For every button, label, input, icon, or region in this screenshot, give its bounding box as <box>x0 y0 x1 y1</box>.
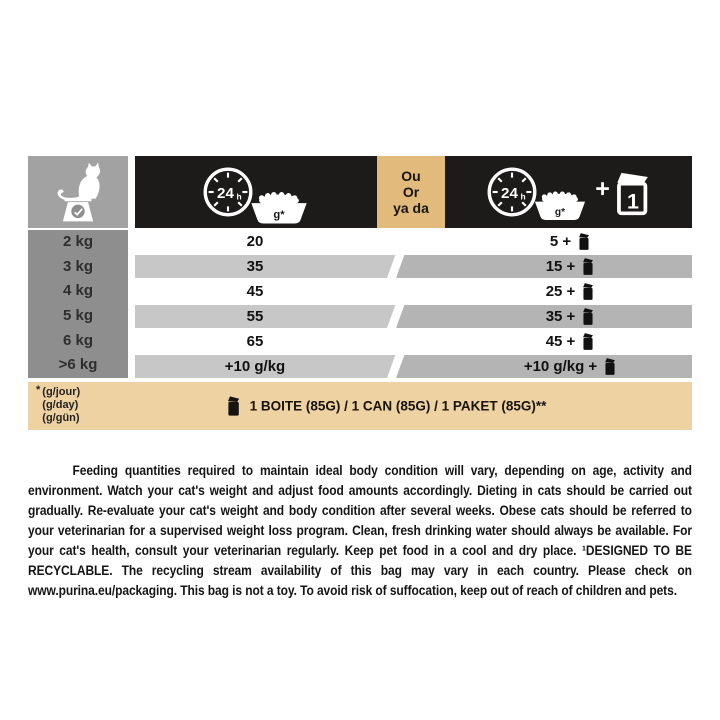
footnote-marker: * <box>36 384 41 396</box>
mixed-value <box>397 330 692 353</box>
footnote-lines <box>42 386 80 425</box>
food-bowl-icon <box>531 189 589 222</box>
feeding-advice-text: Feeding quantities required to maintain ideal body condition will vary, depending on age, activity and environment. Watch your cat's weight and adjust food amounts accordingly. Dieting in cats should be carried out gradually. Re-evaluate your cat's weight and body condition after several weeks. Obese cats should be referred to your veterinarian for a supervised weight loss program. Clean, fresh drinking water should always be available. For your cat's health, consult your veterinarian regularly. Keep pet food in a cool and dry place. ¹DESIGNED TO BE RECYCLABLE. The recycling stream availability of this bag may vary in each country. Please check on www.purina.eu/packaging. This bag is not a toy. To avoid risk of suffocation, keep out of reach of children and pets. <box>28 462 692 598</box>
cat-weight-header-cell <box>28 156 128 228</box>
can-icon <box>581 257 595 276</box>
bowl-unit-label: g* <box>273 208 285 221</box>
weight-label: >6 kg <box>58 356 98 374</box>
can-icon <box>577 232 591 251</box>
can-icon <box>581 282 595 301</box>
can-icon <box>603 357 617 376</box>
can-icon <box>581 332 595 351</box>
table-row <box>135 230 692 253</box>
can-equivalence-text: 1 BOITE (85G) / 1 CAN (85G) / 1 PAKET (85G)** <box>249 398 547 414</box>
weight-label: 6 kg <box>62 331 93 349</box>
dry-only-value: 45 <box>246 283 264 300</box>
can-equivalence-note <box>226 396 547 417</box>
mixed-value-text: 15 + <box>545 258 576 275</box>
clock-value: 24 <box>217 184 234 202</box>
table-row <box>135 330 692 353</box>
clock-unit: h <box>520 191 526 202</box>
mixed-value-text: +10 g/kg + <box>523 358 598 375</box>
can-count-label: 1 <box>626 189 639 214</box>
mixed-value <box>397 230 692 253</box>
clock-value: 24 <box>501 184 519 202</box>
can-icon <box>226 396 242 417</box>
dry-only-header-cell <box>135 156 377 228</box>
dry-only-value: 20 <box>246 233 264 250</box>
dry-only-value: 55 <box>135 305 397 328</box>
or-word-tr: ya da <box>393 200 429 216</box>
weight-label: 3 kg <box>62 257 93 275</box>
weight-label: 5 kg <box>62 306 93 324</box>
unit-footnote <box>36 386 80 425</box>
or-word-fr: Ou <box>401 168 421 184</box>
mixed-value <box>397 355 692 378</box>
dry-only-value: 65 <box>246 333 264 350</box>
mixed-value-text: 35 + <box>545 308 576 325</box>
cat-on-scale-icon <box>36 161 120 223</box>
mixed-feeding-header-cell <box>445 156 692 228</box>
footnote-unit-en: (g/day) <box>42 399 79 411</box>
mixed-value-text: 5 + <box>549 233 572 250</box>
table-row <box>135 280 692 303</box>
mixed-value-text: 45 + <box>545 333 576 350</box>
weight-label: 2 kg <box>62 232 93 250</box>
dry-only-icon-group <box>201 163 311 227</box>
table-row <box>135 305 692 328</box>
food-bowl-icon <box>247 189 311 226</box>
mixed-value <box>397 280 692 303</box>
feeding-table-header <box>28 156 692 228</box>
or-word-en: Or <box>402 184 420 200</box>
clock-unit: h <box>236 191 242 202</box>
header-gap <box>128 156 135 228</box>
mixed-value <box>397 305 692 328</box>
weight-label-column <box>28 230 128 378</box>
feeding-guide-table <box>28 156 692 430</box>
mixed-value-text: 25 + <box>545 283 576 300</box>
dry-only-value: 35 <box>135 255 397 278</box>
dry-only-value: +10 g/kg <box>135 355 397 378</box>
can-icon <box>581 307 595 326</box>
table-row <box>135 355 692 378</box>
bowl-unit-label: g* <box>555 206 566 218</box>
feeding-table-body <box>28 230 692 378</box>
feeding-rows <box>135 230 692 380</box>
plus-sign: + <box>595 175 610 203</box>
table-row <box>135 255 692 278</box>
wet-food-can-icon <box>614 171 652 216</box>
weight-label: 4 kg <box>62 282 93 300</box>
table-footer-band <box>28 382 692 430</box>
footnote-unit-fr: (g/jour) <box>42 386 81 398</box>
footnote-unit-tr: (g/gün) <box>42 412 80 424</box>
mixed-value <box>397 255 692 278</box>
mixed-feeding-icon-group <box>485 163 652 227</box>
or-header-cell <box>377 156 445 228</box>
